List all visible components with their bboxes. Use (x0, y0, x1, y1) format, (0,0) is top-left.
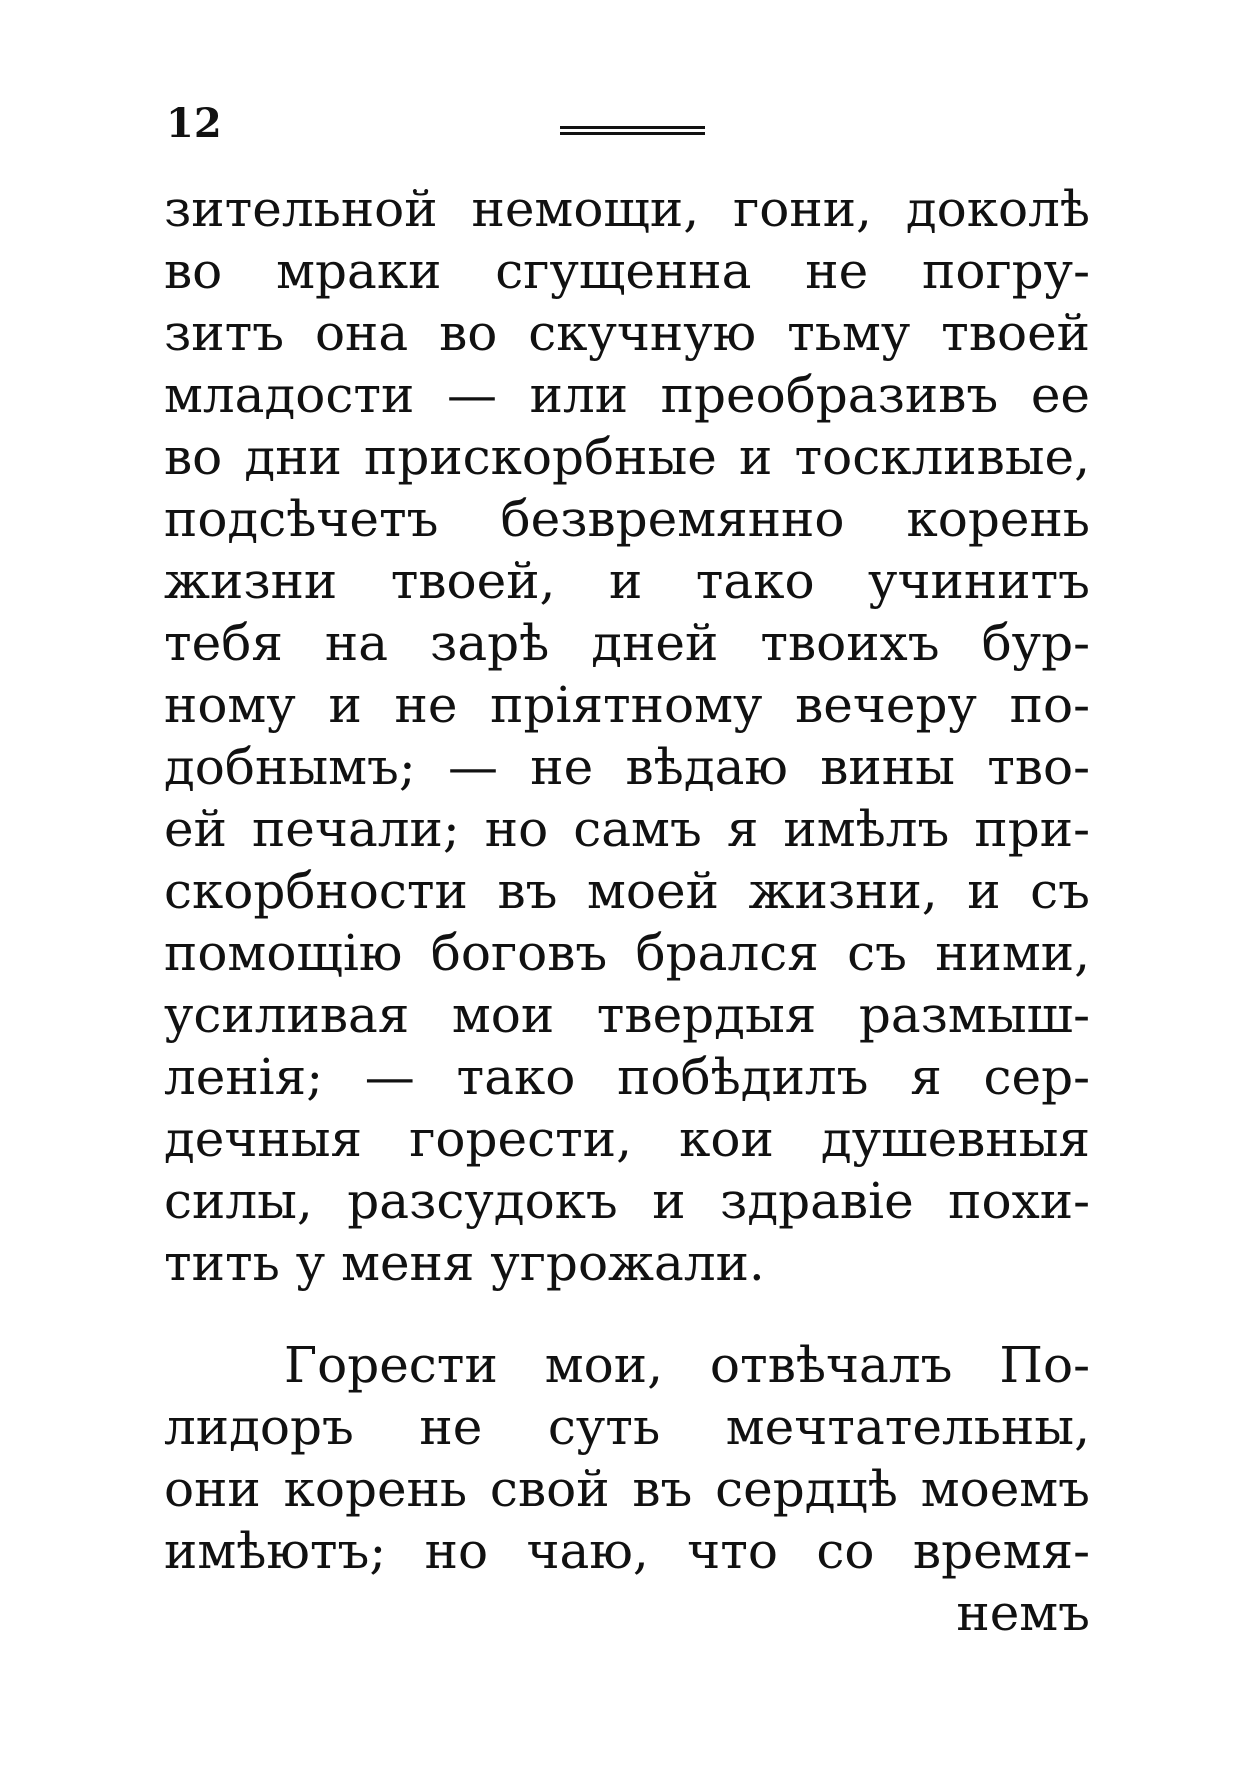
text-line: зительной немощи, гони, доколѣ (164, 180, 1090, 238)
text-line: жизни твоей, и тако учинитъ (164, 552, 1090, 610)
text-line: помощію боговъ брался съ ними, (164, 924, 1090, 982)
text-line: тебя на зарѣ дней твоихъ бур- (164, 614, 1090, 672)
text-line: имѣютъ; но чаю, что со время- (164, 1522, 1090, 1580)
text-line: скорбности въ моей жизни, и съ (164, 862, 1090, 920)
text-block (164, 178, 1090, 1644)
catchword: немъ (956, 1584, 1090, 1642)
text-line: ей печали; но самъ я имѣлъ при- (164, 800, 1090, 858)
text-line: зитъ она во скучную тьму твоей (164, 304, 1090, 362)
paragraph-1 (164, 178, 1090, 1294)
text-line: во мраки сгущенна не погру- (164, 242, 1090, 300)
text-line: во дни прискорбные и тоскливые, (164, 428, 1090, 486)
text-line: Горести мои, отвѣчалъ По- (284, 1336, 1090, 1394)
text-line: младости — или преобразивъ ее (164, 366, 1090, 424)
header-ornament-rule (560, 126, 705, 140)
text-line: добнымъ; — не вѣдаю вины тво- (164, 738, 1090, 796)
page-number: 12 (166, 100, 222, 147)
text-line: ному и не пріятному вечеру по- (164, 676, 1090, 734)
paragraph-2 (164, 1334, 1090, 1644)
text-line: усиливая мои твердыя размыш- (164, 986, 1090, 1044)
text-line: тить у меня угрожали. (164, 1234, 765, 1292)
text-line: подсѣчетъ безвремянно корень (164, 490, 1090, 548)
text-line: силы, разсудокъ и здравіе похи- (164, 1172, 1090, 1230)
text-line: они корень свой въ сердцѣ моемъ (164, 1460, 1090, 1518)
text-line: ленія; — тако побѣдилъ я сер- (164, 1048, 1090, 1106)
text-line: дечныя горести, кои душевныя (164, 1110, 1090, 1168)
text-line: лидоръ не суть мечтательны, (164, 1398, 1090, 1456)
